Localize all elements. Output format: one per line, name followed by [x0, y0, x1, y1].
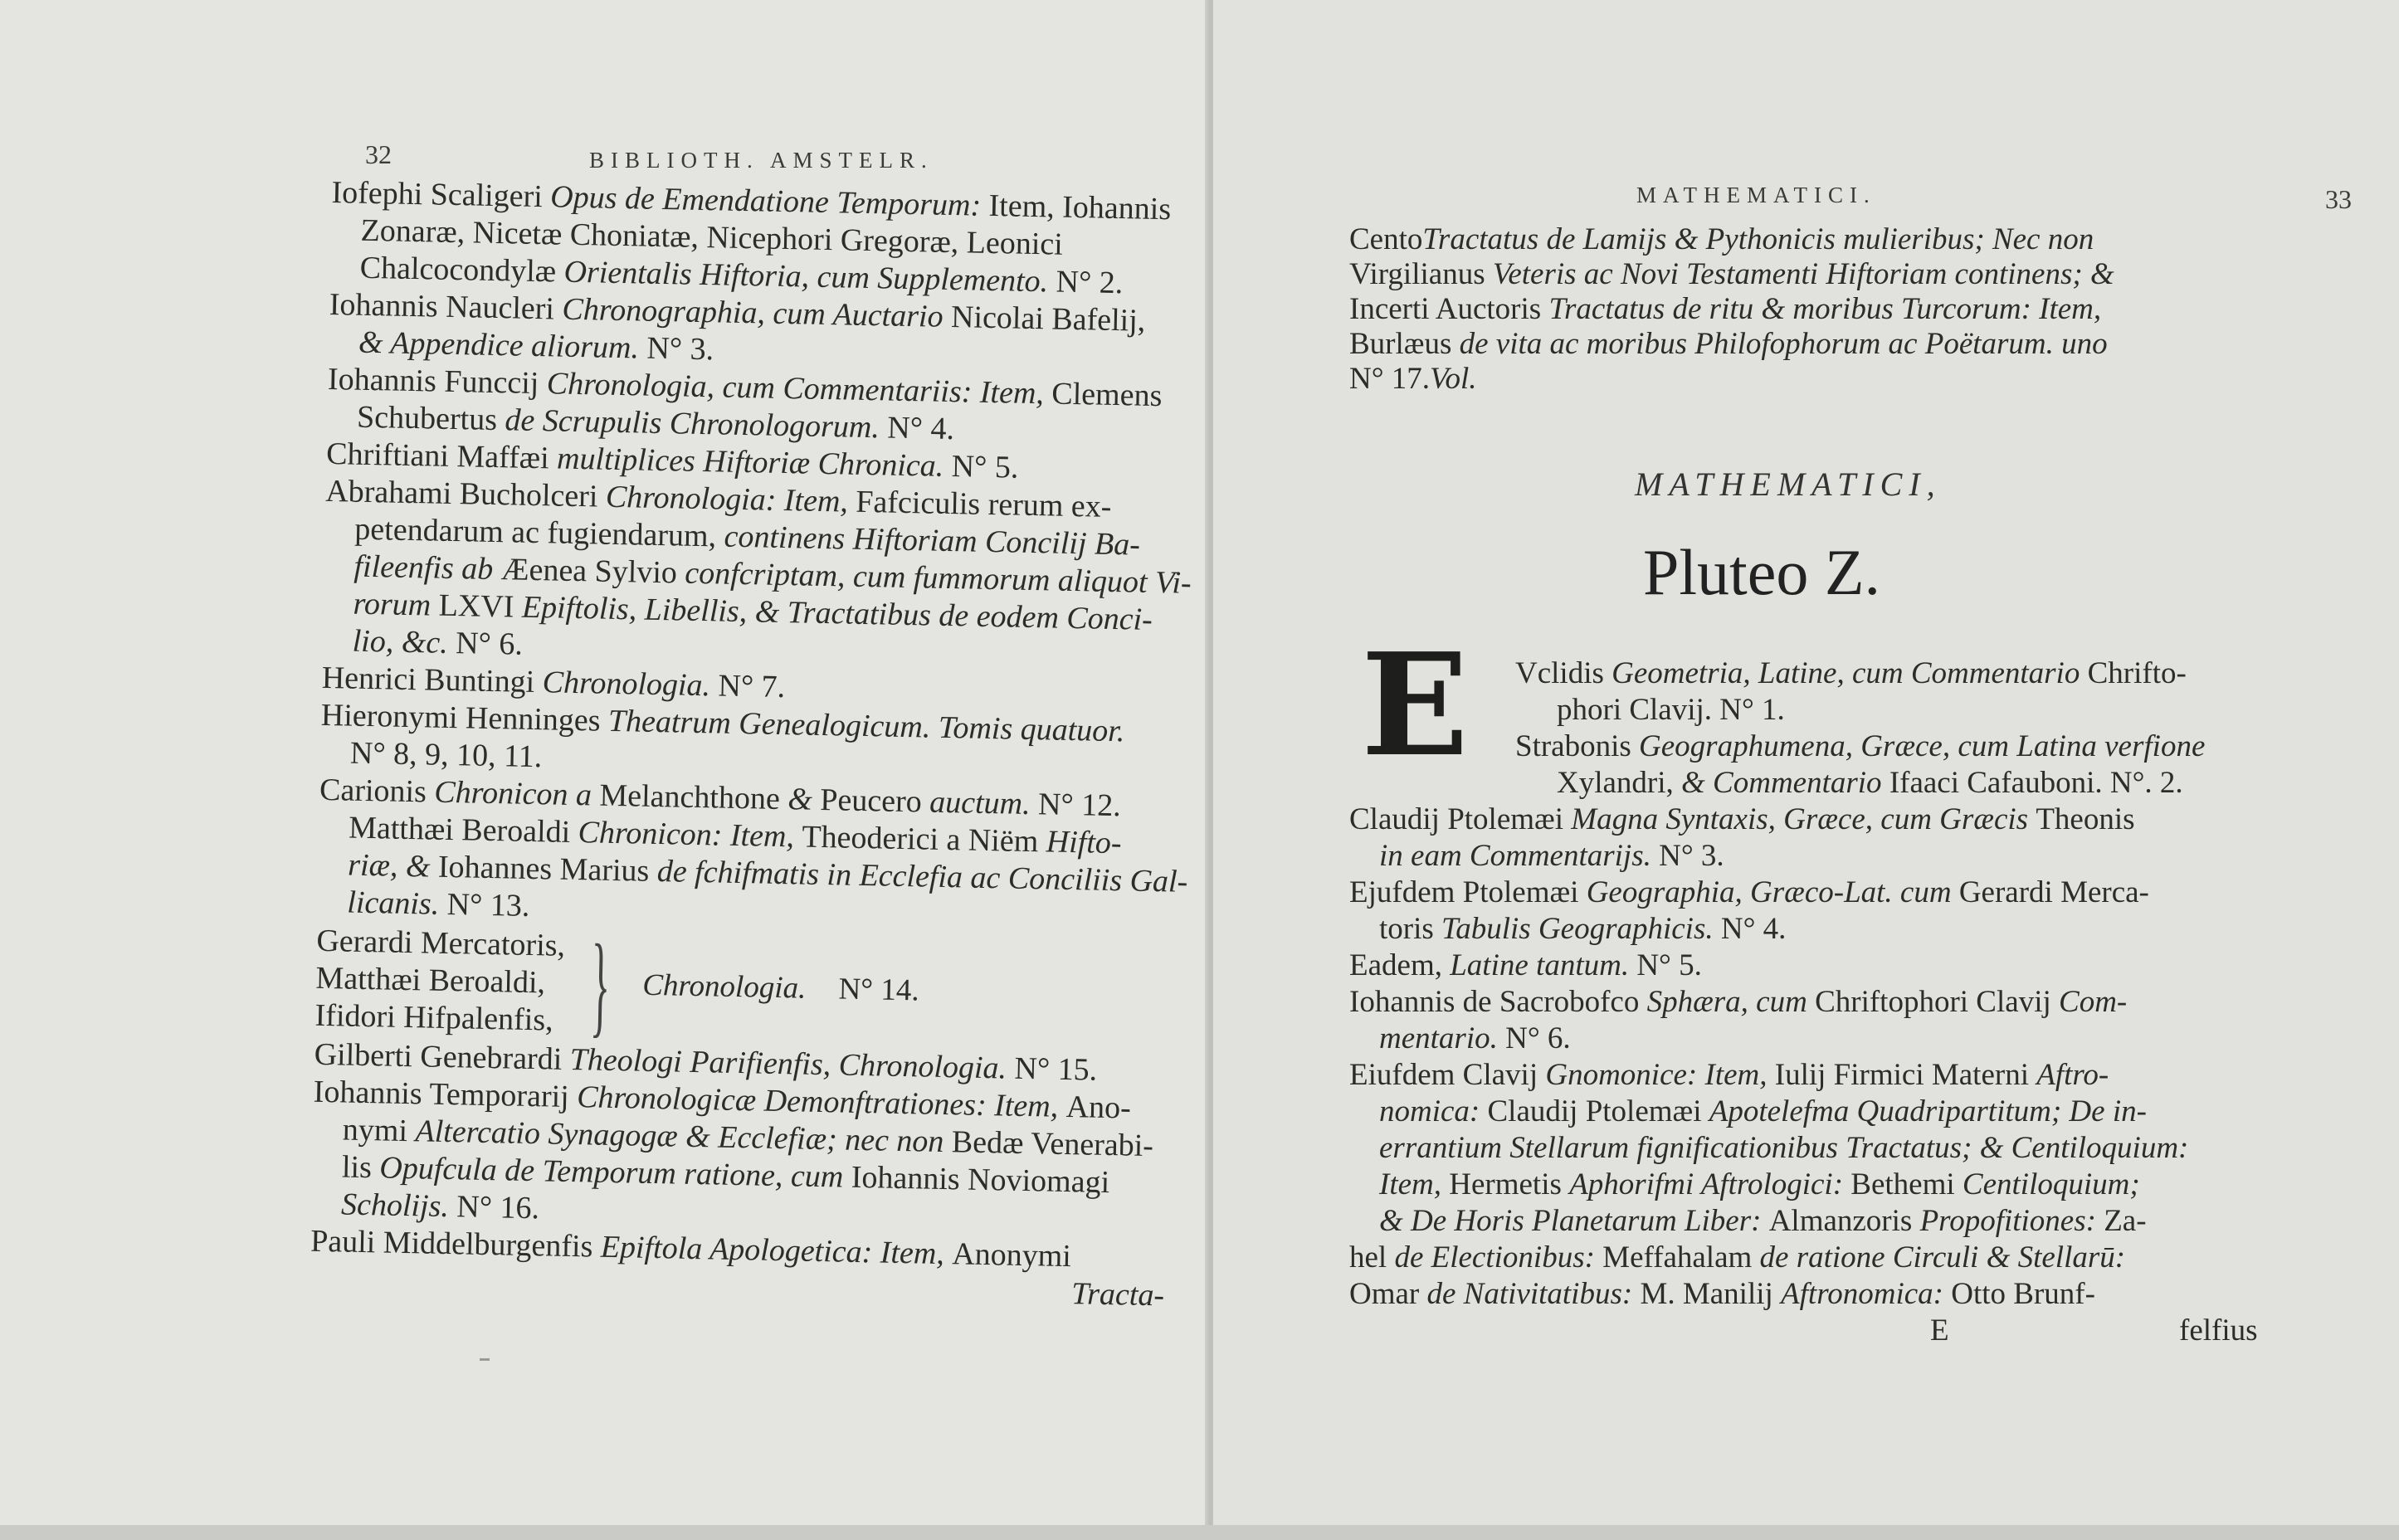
roman-segment: Hermetis: [1449, 1167, 1570, 1201]
roman-segment: N° 17.: [1349, 362, 1431, 396]
italic-segment: & Commentario: [1681, 766, 1889, 800]
text-line: [1349, 911, 2295, 948]
roman-segment: Item, Iohannis: [988, 188, 1172, 227]
italic-segment: Opus de Emendatione Temporum:: [549, 179, 990, 223]
text-line: [1349, 327, 2295, 362]
italic-segment: Chronicon: Item,: [578, 815, 802, 855]
italic-segment: Theologi Parifienfis, Chronologia.: [569, 1041, 1015, 1086]
text-line: [1349, 1240, 2295, 1276]
italic-segment: Chronologia: Item,: [605, 479, 856, 519]
roman-segment: hel: [1349, 1240, 1395, 1274]
roman-segment: N° 15.: [1014, 1050, 1098, 1088]
roman-segment: Iulij Firmici Materni: [1774, 1058, 2037, 1092]
italic-segment: &: [787, 782, 821, 817]
italic-segment: auctum.: [929, 784, 1039, 822]
italic-segment: de ratione Circuli & Stellarū:: [1759, 1240, 2126, 1274]
roman-segment: Gilberti Genebrardi: [314, 1036, 571, 1077]
italic-segment: Geographumena, Græce, cum Latina verfione: [1639, 729, 2206, 763]
italic-segment: Latine tantum.: [1450, 948, 1637, 982]
right-lower-block: [1349, 655, 2295, 1349]
text-line: [1349, 838, 2295, 875]
italic-segment: rorum: [353, 586, 440, 623]
brace-names: [315, 923, 565, 1040]
italic-segment: Propofitiones:: [1919, 1204, 2104, 1238]
roman-segment: N° 6.: [1505, 1021, 1571, 1055]
brace-name: Matthæi Beroaldi,: [315, 960, 546, 1001]
italic-segment: Aftro-: [2036, 1058, 2109, 1092]
italic-segment: Epiftolis, Libellis, & Tractatibus de eodem Conci-: [521, 589, 1153, 637]
right-entries: [1349, 802, 2295, 1313]
roman-segment: N° 3.: [1659, 839, 1724, 873]
right-running-head: MATHEMATICI.: [1636, 183, 1876, 207]
section-title: MATHEMATICI,: [1635, 465, 1942, 503]
left-text-block: [310, 174, 1210, 1315]
italic-segment: Chronographia, cum Auctario: [562, 291, 952, 335]
roman-segment: N° 6.: [455, 626, 524, 662]
italic-segment: continens Hiftoriam Concilij Ba-: [724, 519, 1141, 563]
text-line: [1349, 292, 2295, 327]
text-line: [1515, 692, 2295, 729]
italic-segment: confcriptam, cum fummorum aliquot Vi-: [684, 555, 1192, 601]
italic-segment: Com-: [2059, 985, 2128, 1019]
italic-segment: Chronologia, cum Commentariis: Item,: [546, 366, 1052, 412]
text-line: [1349, 875, 2295, 911]
text-line: [1349, 984, 2295, 1021]
roman-segment: M. Manilij: [1640, 1277, 1782, 1311]
roman-segment: Claudij Ptolemæi: [1349, 802, 1572, 836]
roman-segment: Henrici Buntingi: [321, 660, 544, 700]
italic-segment: Orientalis Hiftoria, cum Supplemento.: [563, 254, 1057, 300]
roman-segment: Za-: [2104, 1204, 2147, 1238]
italic-segment: fileenfis ab: [354, 548, 502, 587]
italic-segment: Tabulis Geographicis.: [1441, 912, 1721, 946]
scan-edge: [0, 1525, 2399, 1540]
roman-segment: Iohannis Funccij: [327, 361, 548, 402]
italic-segment: Geographia, Græco-Lat. cum: [1586, 875, 1959, 909]
roman-segment: N° 13.: [446, 886, 530, 924]
roman-segment: Matthæi Beroaldi: [348, 810, 579, 850]
italic-segment: Tractatus de ritu & moribus Turcorum: Item,: [1548, 292, 2102, 326]
roman-segment: Claudij Ptolemæi: [1487, 1094, 1709, 1128]
roman-segment: Pauli Middelburgenfis: [310, 1223, 602, 1265]
roman-segment: lis: [341, 1149, 380, 1186]
italic-segment: licanis.: [346, 885, 448, 922]
roman-segment: Schubertus: [356, 399, 505, 438]
roman-segment: Almanzoris: [1768, 1204, 1920, 1238]
roman-segment: N° 3.: [646, 330, 714, 368]
brace-number: N° 14.: [838, 972, 919, 1008]
roman-segment: petendarum ac fugiendarum,: [354, 511, 725, 554]
italic-segment: Geometria, Latine, cum Commentario: [1612, 656, 2088, 690]
text-line: [1349, 1094, 2295, 1130]
roman-segment: N° 4.: [886, 410, 955, 447]
roman-segment: Chriftophori Clavij: [1815, 985, 2060, 1019]
italic-segment: Aphorifmi Aftrologici:: [1569, 1167, 1851, 1201]
shelf-title: Pluteo Z.: [1643, 536, 1880, 608]
italic-segment: Veteris ac Novi Testamenti Hiftoriam continens; &: [1492, 257, 2114, 291]
roman-segment: Anonymi: [951, 1236, 1072, 1274]
italic-segment: Apotelefma Quadripartitum; De in-: [1709, 1094, 2147, 1128]
roman-segment: Otto Brunf-: [1951, 1277, 2095, 1311]
roman-segment: Omar: [1349, 1277, 1427, 1311]
roman-segment: Gerardi Merca-: [1958, 875, 2149, 909]
italic-segment: Sphæra, cum: [1646, 985, 1816, 1019]
roman-segment: Ifaaci Cafauboni. N°. 2.: [1889, 766, 2183, 800]
italic-segment: in eam Commentarijs.: [1379, 839, 1660, 873]
italic-segment: Chronologia.: [542, 665, 719, 704]
text-line: [1515, 655, 2295, 692]
italic-segment: Vol.: [1430, 362, 1477, 396]
roman-segment: Clemens: [1051, 376, 1163, 414]
text-line: [1349, 222, 2295, 257]
roman-segment: Melanchthone: [599, 777, 788, 817]
italic-segment: Item,: [1379, 1167, 1450, 1201]
roman-segment: toris: [1379, 912, 1442, 946]
roman-segment: Iohannes Marius: [437, 849, 658, 889]
text-line: [1349, 1057, 2295, 1094]
page-footer: [1349, 1313, 2295, 1349]
curly-brace: }: [589, 919, 612, 1048]
brace-label-text: Chronologia.: [641, 967, 807, 1006]
text-line: [1515, 765, 2295, 802]
roman-segment: Nicolai Bafelij,: [950, 300, 1146, 339]
text-line: [1349, 1276, 2295, 1313]
italic-segment: riæ, &: [347, 847, 439, 885]
roman-segment: Carionis: [319, 772, 435, 810]
roman-segment: Æenea Sylvio: [500, 552, 685, 591]
italic-segment: de vita ac moribus Philofophorum ac Poëtarum. uno: [1459, 327, 2108, 361]
text-line: [1349, 1021, 2295, 1057]
roman-segment: N° 4.: [1720, 912, 1787, 946]
left-entries: [317, 174, 1210, 938]
roman-segment: N° 5.: [951, 449, 1019, 485]
text-line: [1349, 1167, 2295, 1203]
roman-segment: Eadem,: [1349, 948, 1451, 982]
ink-mark: [480, 1358, 490, 1361]
italic-segment: multiplices Hiftoriæ Chronica.: [556, 441, 953, 485]
text-line: [1349, 362, 2295, 397]
italic-segment: nomica:: [1379, 1094, 1488, 1128]
text-line: [1349, 802, 2295, 838]
text-line: [1349, 1130, 2295, 1167]
roman-segment: Theoderici a Niëm: [802, 819, 1047, 860]
italic-segment: lio, &c.: [352, 623, 456, 661]
roman-segment: Cento: [1349, 222, 1423, 256]
italic-segment: Tracta-: [1070, 1276, 1165, 1313]
roman-segment: Chalcocondylæ: [359, 250, 565, 290]
italic-segment: Theatrum Genealogicum. Tomis quatuor.: [607, 703, 1125, 749]
roman-segment: Theonis: [2036, 802, 2135, 836]
roman-segment: N° 2.: [1056, 264, 1124, 301]
italic-segment: de fchifmatis in Ecclefia ac Conciliis Gal-: [656, 854, 1188, 899]
brace-label: [642, 967, 919, 1010]
text-line: [1515, 729, 2295, 765]
roman-segment: Fafciculis rerum ex-: [855, 484, 1112, 524]
roman-segment: Incerti Auctoris: [1349, 292, 1549, 326]
roman-segment: Iofephi Scaligeri: [331, 174, 551, 215]
right-top-entries: [1349, 222, 2295, 397]
brace-group: [315, 919, 1196, 1052]
italic-segment: Chronicon a: [433, 774, 600, 813]
italic-segment: Chronologicæ Demonftrationes: Item,: [576, 1079, 1067, 1124]
roman-segment: Chriftiani Maffæi: [325, 436, 558, 476]
text-line: [1349, 1203, 2295, 1240]
italic-segment: Hifto-: [1046, 824, 1122, 861]
left-page-number: 32: [365, 139, 392, 169]
roman-segment: LXVI: [438, 587, 523, 625]
roman-segment: Meffahalam: [1602, 1240, 1760, 1274]
roman-segment: Abrahami Bucholceri: [324, 473, 607, 514]
italic-segment: Altercatio Synagogæ & Ecclefiæ; nec non: [415, 1114, 953, 1160]
roman-segment: Iohannis Naucleri: [329, 286, 563, 327]
italic-segment: Aftronomica:: [1781, 1277, 1952, 1311]
brace-name: Gerardi Mercatoris,: [316, 923, 566, 963]
roman-segment: Peucero: [819, 782, 930, 820]
roman-segment: Bedæ Venerabi-: [951, 1124, 1154, 1164]
text-line: [1349, 257, 2295, 292]
italic-segment: & Appendice aliorum.: [358, 324, 647, 366]
roman-segment: phori Clavij. N° 1.: [1557, 693, 1785, 727]
roman-segment: Strabonis: [1515, 729, 1640, 763]
roman-segment: Ano-: [1065, 1089, 1132, 1126]
italic-segment: Epiftola Apologetica: Item,: [600, 1229, 953, 1272]
initial-paragraph: [1349, 655, 2295, 802]
italic-segment: Opufcula de Temporum ratione, cum: [378, 1150, 852, 1195]
roman-segment: Vclidis: [1515, 656, 1612, 690]
roman-segment: N° 8, 9, 10, 11.: [349, 735, 543, 775]
italic-segment: de Scrupulis Chronologorum.: [505, 402, 888, 446]
roman-segment: N° 7.: [718, 668, 786, 705]
italic-segment: errantium Stellarum fignificationibus Tractatus; & Centiloquium:: [1379, 1131, 2189, 1165]
italic-segment: de Nativitatibus:: [1426, 1277, 1641, 1311]
roman-segment: Zonaræ, Nicetæ Choniatæ, Nicephori Gregoræ, Leonici: [360, 212, 1064, 262]
roman-segment: Iohannis Temporarij: [313, 1074, 578, 1115]
left-running-head: BIBLIOTH. AMSTELR.: [589, 148, 934, 173]
roman-segment: N° 12.: [1037, 787, 1122, 824]
italic-segment: de Electionibus:: [1394, 1240, 1603, 1274]
roman-segment: Hieronymi Henninges: [320, 697, 609, 738]
roman-segment: Xylandri,: [1557, 766, 1682, 800]
text-line: [1349, 948, 2295, 984]
italic-segment: Tractatus de Lamijs & Pythonicis mulieribus; Nec non: [1422, 222, 2094, 256]
roman-segment: Chrifto-: [2087, 656, 2187, 690]
roman-segment: Virgilianus: [1349, 257, 1493, 291]
signature-mark: E: [1930, 1313, 1949, 1348]
catchword: felfius: [2179, 1313, 2258, 1348]
italic-segment: Scholijs.: [340, 1187, 457, 1225]
roman-segment: Burlæus: [1349, 327, 1460, 361]
roman-segment: Bethemi: [1850, 1167, 1963, 1201]
roman-segment: Iohannis Noviomagi: [851, 1159, 1110, 1201]
roman-segment: N° 16.: [456, 1189, 540, 1226]
left-entries-2: [310, 1036, 1194, 1315]
brace-name: Ifidori Hifpalenfis,: [315, 997, 554, 1038]
italic-segment: & De Horis Planetarum Liber:: [1379, 1204, 1769, 1238]
roman-segment: Iohannis de Sacrobofco: [1349, 985, 1647, 1019]
right-page-number: 33: [2325, 184, 2352, 214]
italic-segment: Gnomonice: Item,: [1545, 1058, 1775, 1092]
italic-segment: mentario.: [1379, 1021, 1506, 1055]
italic-segment: Centiloquium;: [1962, 1167, 2140, 1201]
roman-segment: Eiufdem Clavij: [1349, 1058, 1546, 1092]
italic-segment: Magna Syntaxis, Græce, cum Græcis: [1571, 802, 2036, 836]
roman-segment: nymi: [342, 1112, 416, 1149]
decorative-initial: E: [1361, 622, 1469, 788]
roman-segment: Ejufdem Ptolemæi: [1349, 875, 1587, 909]
roman-segment: N° 5.: [1636, 948, 1702, 982]
